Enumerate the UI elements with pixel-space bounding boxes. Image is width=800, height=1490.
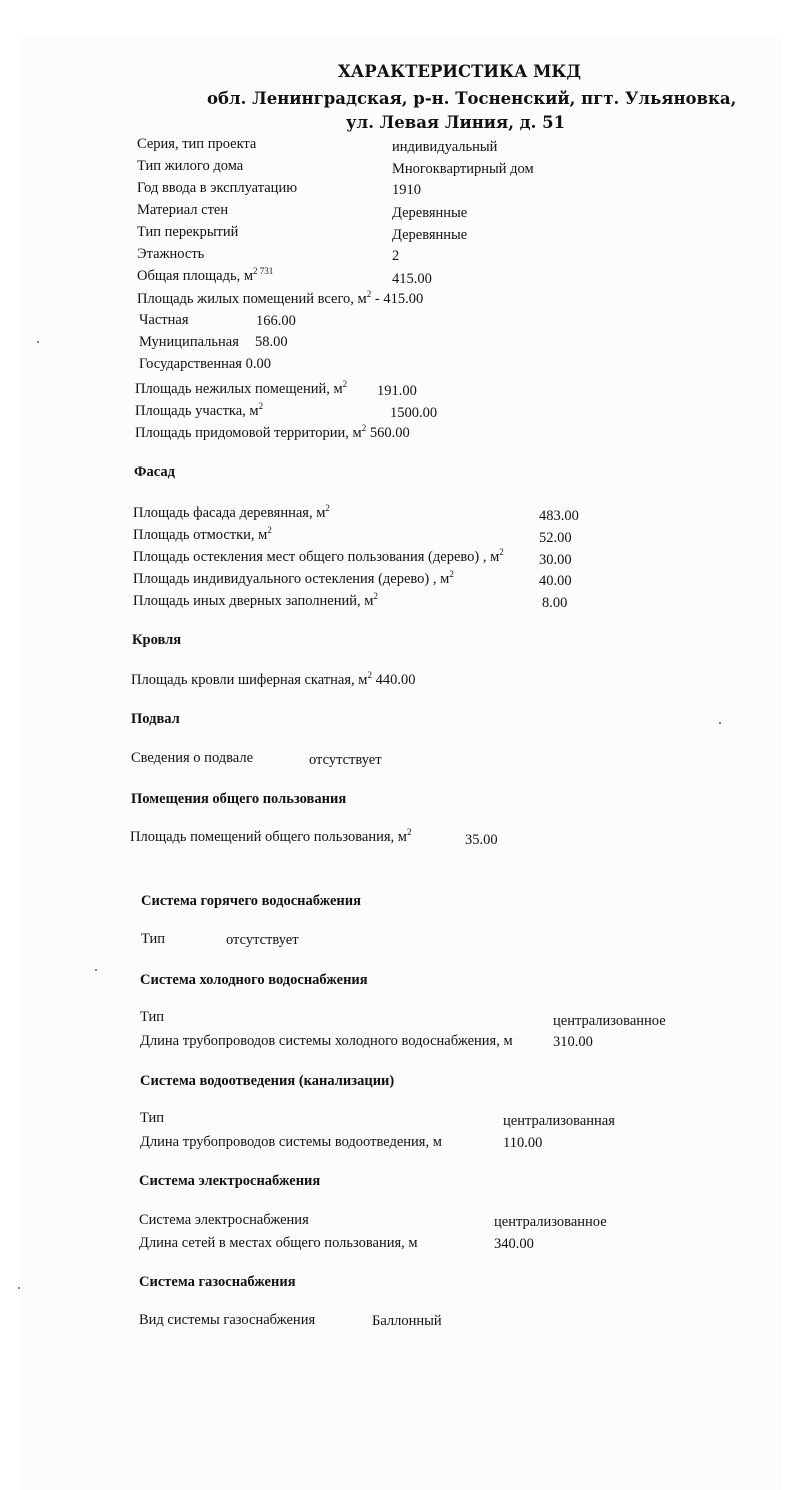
electric-system-value: централизованное	[494, 1214, 607, 1230]
nonliving-area-label: Площадь нежилых помещений, $м^2$	[135, 379, 348, 397]
private-label: Частная	[139, 312, 189, 328]
individual-glazing-label: Площадь индивидуального остекления (дерево) , $м^2$	[133, 569, 454, 587]
electric-networks-value: 340.00	[494, 1236, 534, 1252]
electric-networks-label: Длина сетей в местах общего пользования, м	[139, 1235, 418, 1251]
series-value: индивидуальный	[392, 139, 498, 155]
hot-water-heading: Система горячего водоснабжения	[141, 893, 361, 909]
scan-speck	[95, 969, 97, 971]
basement-info-value: отсутствует	[309, 752, 382, 768]
roof-area-label: Площадь кровли шиферная скатная, $м^2$ 440.00	[131, 670, 416, 688]
gas-heading: Система газоснабжения	[139, 1274, 296, 1290]
municipal-label: Муниципальная	[139, 334, 239, 350]
sewerage-pipes-value: 110.00	[503, 1135, 543, 1151]
house-type-value: Многоквартирный дом	[392, 161, 534, 177]
roof-heading: Кровля	[132, 632, 182, 648]
storeys-value: 2	[392, 248, 400, 264]
individual-glazing-value: 40.00	[539, 573, 572, 589]
facade-wood-label: Площадь фасада деревянная, $м^2$	[133, 503, 330, 521]
common-premises-heading: Помещения общего пользования	[131, 791, 347, 807]
sewerage-heading: Система водоотведения (канализации)	[140, 1073, 395, 1089]
state-label: Государственная 0.00	[139, 356, 271, 372]
common-premises-area-value: 35.00	[465, 832, 498, 848]
door-fillings-value: 8.00	[542, 595, 568, 611]
plot-area-label: Площадь участка, $м^2$	[135, 401, 264, 419]
blind-area-label: Площадь отмостки, $м^2$	[133, 525, 272, 543]
door-fillings-label: Площадь иных дверных заполнений, $м^2$	[133, 591, 378, 609]
cold-water-type-value: централизованное	[553, 1013, 666, 1029]
nonliving-area-value: 191.00	[377, 383, 417, 399]
basement-heading: Подвал	[131, 711, 180, 727]
scan-speck	[719, 722, 721, 724]
address-line-2: ул. Левая Линия, д. 51	[346, 113, 566, 132]
adjacent-area-label: Площадь придомовой территории, $м^2$ 560.00	[135, 423, 410, 441]
sewerage-type-label: Тип	[140, 1110, 165, 1126]
municipal-value: 58.00	[255, 334, 288, 350]
living-area-label: Площадь жилых помещений всего, $м^2 - 415.00$	[137, 289, 424, 307]
scan-speck	[37, 341, 39, 343]
basement-info-label: Сведения о подвале	[131, 750, 254, 766]
cold-water-pipes-label: Длина трубопроводов системы холодного водоснабжения, м	[140, 1033, 513, 1049]
sewerage-pipes-label: Длина трубопроводов системы водоотведения, м	[140, 1134, 442, 1150]
wall-material-label: Материал стен	[137, 202, 229, 218]
common-glazing-label: Площадь остекления мест общего пользования (дерево) , $м^2$	[133, 547, 504, 565]
facade-heading: Фасад	[134, 464, 175, 480]
common-premises-area-label: Площадь помещений общего пользования, $м^2$	[130, 827, 412, 845]
floor-type-label: Тип перекрытий	[137, 224, 239, 240]
gas-kind-value: Баллонный	[372, 1313, 442, 1329]
scan-speck	[18, 1287, 20, 1289]
document-title: ХАРАКТЕРИСТИКА МКД	[338, 62, 582, 81]
series-label: Серия, тип проекта	[137, 136, 257, 152]
hot-water-type-value: отсутствует	[226, 932, 299, 948]
plot-area-value: 1500.00	[390, 405, 438, 421]
cold-water-type-label: Тип	[140, 1009, 165, 1025]
common-glazing-value: 30.00	[539, 552, 572, 568]
electric-heading: Система электроснабжения	[139, 1173, 321, 1189]
floor-type-value: Деревянные	[392, 227, 468, 243]
house-type-label: Тип жилого дома	[137, 158, 244, 174]
facade-wood-value: 483.00	[539, 508, 579, 524]
hot-water-type-label: Тип	[141, 931, 166, 947]
gas-kind-label: Вид системы газоснабжения	[139, 1312, 316, 1328]
sewerage-type-value: централизованная	[503, 1113, 615, 1129]
total-area-label: Общая площадь, $м^{2 731}$	[137, 266, 274, 284]
year-value: 1910	[392, 182, 421, 198]
year-label: Год ввода в эксплуатацию	[137, 180, 298, 196]
private-value: 166.00	[256, 313, 296, 329]
wall-material-value: Деревянные	[392, 205, 468, 221]
blind-area-value: 52.00	[539, 530, 572, 546]
cold-water-pipes-value: 310.00	[553, 1034, 593, 1050]
storeys-label: Этажность	[137, 246, 205, 262]
address-line-1: обл. Ленинградская, р-н. Тосненский, пгт. Ульяновка,	[207, 89, 737, 108]
total-area-value: 415.00	[392, 271, 432, 287]
cold-water-heading: Система холодного водоснабжения	[140, 972, 368, 988]
electric-system-label: Система электроснабжения	[139, 1212, 309, 1228]
